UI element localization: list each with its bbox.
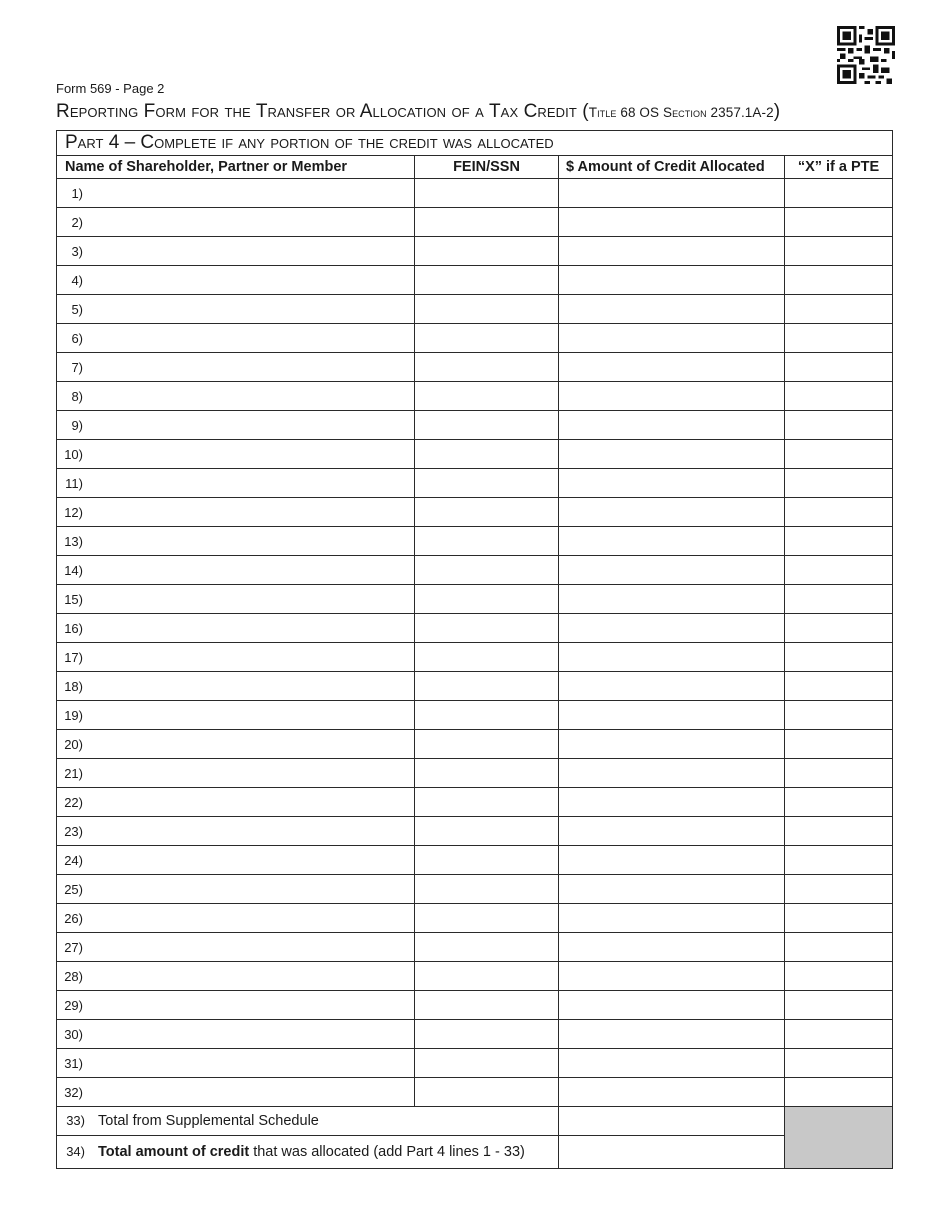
form-page-label: Form 569 - Page 2 — [56, 81, 165, 96]
shareholder-name-field[interactable] — [57, 179, 415, 208]
line-number: 32) — [64, 1084, 83, 1100]
credit-amount-field[interactable] — [559, 266, 785, 295]
fein-ssn-field[interactable] — [415, 875, 559, 904]
line-number: 10) — [64, 446, 83, 462]
shareholder-name-field[interactable] — [57, 353, 415, 382]
shareholder-name-field[interactable] — [57, 846, 415, 875]
pte-flag-field[interactable] — [785, 730, 893, 759]
part4-heading-row — [57, 131, 893, 156]
pte-flag-field[interactable] — [785, 846, 893, 875]
table-row — [57, 295, 893, 324]
credit-amount-field[interactable] — [559, 527, 785, 556]
table-row — [57, 469, 893, 498]
credit-amount-field[interactable] — [559, 817, 785, 846]
pte-flag-field[interactable] — [785, 382, 893, 411]
table-row — [57, 962, 893, 991]
shareholder-name-field[interactable] — [57, 672, 415, 701]
shareholder-name-field[interactable] — [57, 875, 415, 904]
part4-heading: Part 4 – Complete if any portion of the credit was allocated — [57, 131, 893, 156]
fein-ssn-field[interactable] — [415, 788, 559, 817]
table-row — [57, 701, 893, 730]
shareholder-name-field[interactable] — [57, 904, 415, 933]
table-row — [57, 382, 893, 411]
shareholder-name-field[interactable] — [57, 933, 415, 962]
line-number: 24) — [64, 852, 83, 868]
credit-amount-field[interactable] — [559, 382, 785, 411]
table-row — [57, 846, 893, 875]
pte-flag-field[interactable] — [785, 179, 893, 208]
line-number: 9) — [71, 417, 83, 433]
line-number: 16) — [64, 620, 83, 636]
pte-flag-field[interactable] — [785, 440, 893, 469]
credit-amount-field[interactable] — [559, 788, 785, 817]
shareholder-name-field[interactable] — [57, 614, 415, 643]
credit-amount-field[interactable] — [559, 1020, 785, 1049]
column-header-fein: FEIN/SSN — [415, 156, 559, 179]
form-title-close-paren: ) — [773, 101, 781, 122]
line-number: 7) — [71, 359, 83, 375]
line-33-label: Total from Supplemental Schedule — [98, 1113, 319, 1129]
credit-amount-field[interactable] — [559, 208, 785, 237]
line-number: 30) — [64, 1026, 83, 1042]
table-row — [57, 933, 893, 962]
column-header-name: Name of Shareholder, Partner or Member — [57, 156, 415, 179]
shareholder-name-field[interactable] — [57, 208, 415, 237]
shareholder-name-field[interactable] — [57, 382, 415, 411]
credit-amount-field[interactable] — [559, 701, 785, 730]
shareholder-name-field[interactable] — [57, 759, 415, 788]
line-number: 11) — [65, 475, 83, 491]
shareholder-name-field[interactable] — [57, 701, 415, 730]
credit-amount-field[interactable] — [559, 933, 785, 962]
line-number: 20) — [64, 736, 83, 752]
shareholder-name-field[interactable] — [57, 237, 415, 266]
shareholder-name-field[interactable] — [57, 788, 415, 817]
table-row — [57, 788, 893, 817]
line-number: 6) — [71, 330, 83, 346]
shareholder-name-field[interactable] — [57, 730, 415, 759]
line-33-number: 33) — [66, 1113, 85, 1128]
table-row — [57, 1049, 893, 1078]
credit-amount-field[interactable] — [559, 672, 785, 701]
credit-amount-field[interactable] — [559, 991, 785, 1020]
fein-ssn-field[interactable] — [415, 933, 559, 962]
table-row — [57, 1020, 893, 1049]
fein-ssn-field[interactable] — [415, 382, 559, 411]
fein-ssn-field[interactable] — [415, 469, 559, 498]
shareholder-name-field[interactable] — [57, 498, 415, 527]
table-row — [57, 411, 893, 440]
table-row — [57, 324, 893, 353]
fein-ssn-field[interactable] — [415, 353, 559, 382]
table-row — [57, 498, 893, 527]
credit-amount-field[interactable] — [559, 904, 785, 933]
line-number: 17) — [64, 649, 83, 665]
table-row — [57, 353, 893, 382]
pte-flag-field[interactable] — [785, 324, 893, 353]
qr-code-icon — [836, 26, 896, 84]
fein-ssn-field[interactable] — [415, 991, 559, 1020]
fein-ssn-field[interactable] — [415, 672, 559, 701]
pte-flag-field[interactable] — [785, 933, 893, 962]
pte-flag-field[interactable] — [785, 266, 893, 295]
line-number: 4) — [71, 272, 83, 288]
pte-flag-field[interactable] — [785, 353, 893, 382]
fein-ssn-field[interactable] — [415, 1049, 559, 1078]
pte-flag-field[interactable] — [785, 614, 893, 643]
line-number: 8) — [71, 388, 83, 404]
line-number: 21) — [64, 765, 83, 781]
fein-ssn-field[interactable] — [415, 266, 559, 295]
table-row — [57, 730, 893, 759]
pte-flag-field[interactable] — [785, 1078, 893, 1107]
line-number: 5) — [71, 301, 83, 317]
table-row — [57, 237, 893, 266]
credit-amount-field[interactable] — [559, 237, 785, 266]
table-row — [57, 904, 893, 933]
fein-ssn-field[interactable] — [415, 904, 559, 933]
credit-amount-field[interactable] — [559, 759, 785, 788]
pte-flag-field[interactable] — [785, 411, 893, 440]
credit-amount-field[interactable] — [559, 730, 785, 759]
form-title-citation: Title 68 OS Section 2357.1A-2 — [588, 105, 774, 120]
table-row — [57, 556, 893, 585]
fein-ssn-field[interactable] — [415, 324, 559, 353]
fein-ssn-field[interactable] — [415, 730, 559, 759]
line-number: 12) — [64, 504, 83, 520]
line-number: 28) — [64, 968, 83, 984]
fein-ssn-field[interactable] — [415, 411, 559, 440]
pte-flag-field[interactable] — [785, 962, 893, 991]
credit-amount-field[interactable] — [559, 295, 785, 324]
credit-amount-field[interactable] — [559, 614, 785, 643]
shareholder-name-field[interactable] — [57, 527, 415, 556]
form-title-main: Reporting Form for the Transfer or Allocation of a Tax Credit — [56, 101, 577, 122]
fein-ssn-field[interactable] — [415, 846, 559, 875]
shareholder-name-field[interactable] — [57, 324, 415, 353]
pte-flag-field[interactable] — [785, 237, 893, 266]
line-number: 31) — [64, 1055, 83, 1071]
pte-flag-field[interactable] — [785, 701, 893, 730]
shareholder-name-field[interactable] — [57, 1049, 415, 1078]
line-34-amount-field[interactable] — [559, 1136, 785, 1169]
column-header-row — [57, 156, 893, 179]
pte-flag-field[interactable] — [785, 672, 893, 701]
line-number: 26) — [64, 910, 83, 926]
line-34-number: 34) — [66, 1144, 85, 1159]
table-row — [57, 991, 893, 1020]
fein-ssn-field[interactable] — [415, 1020, 559, 1049]
line-number: 13) — [64, 533, 83, 549]
line-33-label-cell — [57, 1107, 559, 1136]
line-number: 14) — [64, 562, 83, 578]
credit-amount-field[interactable] — [559, 846, 785, 875]
pte-flag-field[interactable] — [785, 469, 893, 498]
shareholder-name-field[interactable] — [57, 991, 415, 1020]
shareholder-name-field[interactable] — [57, 585, 415, 614]
line-33-row — [57, 1107, 893, 1136]
pte-flag-field[interactable] — [785, 759, 893, 788]
fein-ssn-field[interactable] — [415, 1078, 559, 1107]
line-number: 2) — [71, 214, 83, 230]
fein-ssn-field[interactable] — [415, 527, 559, 556]
pte-flag-field[interactable] — [785, 817, 893, 846]
shareholder-name-field[interactable] — [57, 1078, 415, 1107]
column-header-pte: “X” if a PTE — [785, 156, 893, 179]
pte-flag-field[interactable] — [785, 1049, 893, 1078]
form-title — [56, 99, 906, 126]
shareholder-name-field[interactable] — [57, 440, 415, 469]
line-34-label-cell — [57, 1136, 559, 1169]
pte-flag-field[interactable] — [785, 527, 893, 556]
line-number: 23) — [64, 823, 83, 839]
fein-ssn-field[interactable] — [415, 440, 559, 469]
credit-amount-field[interactable] — [559, 1049, 785, 1078]
line-number: 19) — [64, 707, 83, 723]
table-row — [57, 179, 893, 208]
column-header-amount: $ Amount of Credit Allocated — [559, 156, 785, 179]
pte-flag-field[interactable] — [785, 991, 893, 1020]
shaded-cell — [785, 1107, 893, 1169]
pte-flag-field[interactable] — [785, 1020, 893, 1049]
line-34-label-rest: that was allocated (add Part 4 lines 1 - 33) — [249, 1144, 525, 1160]
pte-flag-field[interactable] — [785, 875, 893, 904]
form-title-open-paren: ( — [576, 101, 589, 122]
table-row — [57, 1078, 893, 1107]
line-number: 1) — [71, 185, 83, 201]
shareholder-name-field[interactable] — [57, 469, 415, 498]
shareholder-name-field[interactable] — [57, 1020, 415, 1049]
line-number: 22) — [64, 794, 83, 810]
line-number: 25) — [64, 881, 83, 897]
pte-flag-field[interactable] — [785, 788, 893, 817]
line-34-label-bold: Total amount of credit — [98, 1144, 250, 1160]
pte-flag-field[interactable] — [785, 208, 893, 237]
line-number: 3) — [71, 243, 83, 259]
table-row — [57, 672, 893, 701]
table-row — [57, 643, 893, 672]
fein-ssn-field[interactable] — [415, 614, 559, 643]
credit-amount-field[interactable] — [559, 556, 785, 585]
fein-ssn-field[interactable] — [415, 179, 559, 208]
fein-ssn-field[interactable] — [415, 759, 559, 788]
fein-ssn-field[interactable] — [415, 817, 559, 846]
pte-flag-field[interactable] — [785, 643, 893, 672]
table-row — [57, 817, 893, 846]
credit-amount-field[interactable] — [559, 411, 785, 440]
fein-ssn-field[interactable] — [415, 295, 559, 324]
credit-amount-field[interactable] — [559, 875, 785, 904]
credit-amount-field[interactable] — [559, 962, 785, 991]
shareholder-name-field[interactable] — [57, 295, 415, 324]
table-row — [57, 266, 893, 295]
table-row — [57, 527, 893, 556]
shareholder-name-field[interactable] — [57, 817, 415, 846]
credit-amount-field[interactable] — [559, 353, 785, 382]
line-number: 18) — [64, 678, 83, 694]
credit-amount-field[interactable] — [559, 585, 785, 614]
table-row — [57, 759, 893, 788]
credit-amount-field[interactable] — [559, 440, 785, 469]
credit-amount-field[interactable] — [559, 498, 785, 527]
fein-ssn-field[interactable] — [415, 498, 559, 527]
shareholder-name-field[interactable] — [57, 266, 415, 295]
credit-amount-field[interactable] — [559, 179, 785, 208]
fein-ssn-field[interactable] — [415, 701, 559, 730]
table-row — [57, 440, 893, 469]
credit-amount-field[interactable] — [559, 324, 785, 353]
table-row — [57, 614, 893, 643]
fein-ssn-field[interactable] — [415, 585, 559, 614]
shareholder-name-field[interactable] — [57, 643, 415, 672]
part4-table — [56, 130, 893, 1169]
shareholder-name-field[interactable] — [57, 962, 415, 991]
line-33-amount-field[interactable] — [559, 1107, 785, 1136]
credit-amount-field[interactable] — [559, 1078, 785, 1107]
credit-amount-field[interactable] — [559, 643, 785, 672]
pte-flag-field[interactable] — [785, 585, 893, 614]
line-number: 27) — [64, 939, 83, 955]
credit-amount-field[interactable] — [559, 469, 785, 498]
fein-ssn-field[interactable] — [415, 643, 559, 672]
shareholder-name-field[interactable] — [57, 411, 415, 440]
fein-ssn-field[interactable] — [415, 556, 559, 585]
line-number: 15) — [64, 591, 83, 607]
pte-flag-field[interactable] — [785, 498, 893, 527]
table-row — [57, 875, 893, 904]
shareholder-name-field[interactable] — [57, 556, 415, 585]
line-number: 29) — [64, 997, 83, 1013]
pte-flag-field[interactable] — [785, 556, 893, 585]
table-row — [57, 585, 893, 614]
fein-ssn-field[interactable] — [415, 208, 559, 237]
table-row — [57, 208, 893, 237]
pte-flag-field[interactable] — [785, 904, 893, 933]
fein-ssn-field[interactable] — [415, 962, 559, 991]
pte-flag-field[interactable] — [785, 295, 893, 324]
line-34-row — [57, 1136, 893, 1169]
fein-ssn-field[interactable] — [415, 237, 559, 266]
